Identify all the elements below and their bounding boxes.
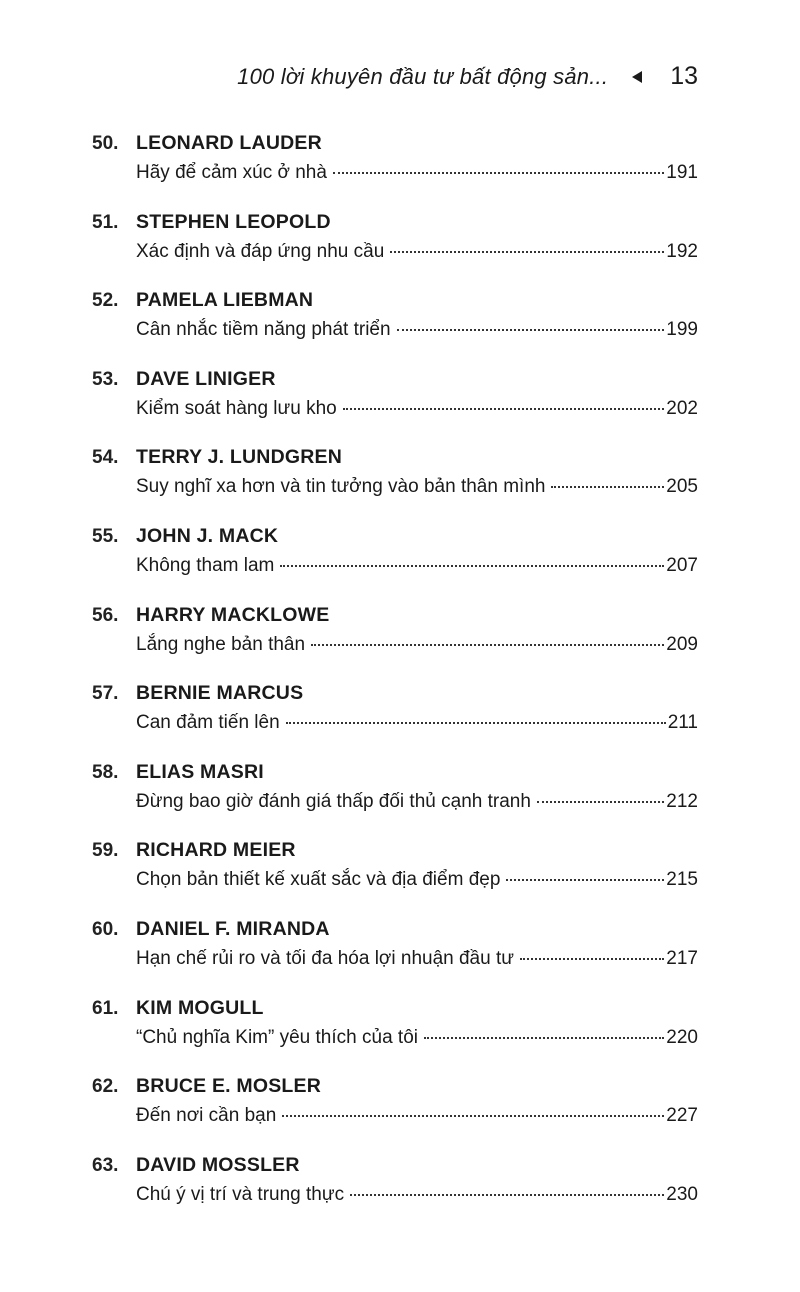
entry-author: PAMELA LIEBMAN — [136, 289, 314, 312]
toc-entry — [92, 682, 698, 761]
dot-leader — [520, 958, 664, 960]
toc-entry — [92, 604, 698, 683]
toc-entry — [92, 997, 698, 1076]
toc-entry — [92, 132, 698, 211]
entry-number: 63. — [92, 1154, 119, 1176]
entry-author: STEPHEN LEOPOLD — [136, 210, 331, 233]
toc-entry — [92, 289, 698, 368]
toc-entry — [92, 525, 698, 604]
entry-number: 58. — [92, 761, 119, 783]
entry-author: KIM MOGULL — [136, 996, 264, 1019]
toc-entry — [92, 761, 698, 840]
entry-title: Hãy để cảm xúc ở nhà — [136, 162, 327, 183]
entry-number: 62. — [92, 1076, 119, 1098]
dot-leader — [343, 408, 665, 410]
entry-title: Đến nơi cần bạn — [136, 1105, 277, 1127]
entry-page: 212 — [666, 790, 698, 812]
entry-author: BRUCE E. MOSLER — [136, 1075, 322, 1098]
entry-number: 53. — [92, 368, 119, 390]
entry-number: 52. — [92, 290, 119, 312]
entry-author: ELIAS MASRI — [136, 760, 264, 783]
book-title: 100 lời khuyên đầu tư bất động sản... — [237, 63, 609, 89]
entry-title: “Chủ nghĩa Kim” yêu thích của tôi — [136, 1026, 418, 1048]
entry-number: 55. — [92, 525, 119, 547]
entry-page: 220 — [666, 1026, 698, 1048]
entry-number: 51. — [92, 211, 119, 233]
entry-page: 207 — [666, 554, 698, 576]
dot-leader — [551, 486, 664, 488]
entry-title: Lắng nghe bản thân — [136, 633, 306, 655]
dot-leader — [311, 644, 664, 646]
entry-number: 50. — [92, 133, 119, 154]
entry-title: Chú ý vị trí và trung thực — [136, 1183, 345, 1205]
entry-author: RICHARD MEIER — [136, 839, 296, 862]
dot-leader — [282, 1115, 664, 1117]
entry-author: DAVID MOSSLER — [136, 1153, 300, 1176]
entry-number: 56. — [92, 604, 119, 626]
entry-page: 191 — [666, 162, 698, 183]
entry-page: 205 — [666, 476, 698, 498]
dot-leader — [390, 251, 664, 253]
dot-leader — [397, 329, 665, 331]
entry-page: 199 — [666, 319, 698, 341]
entry-title: Suy nghĩ xa hơn và tin tưởng vào bản thân mình — [136, 476, 546, 498]
left-triangle-icon — [632, 71, 642, 83]
running-header — [237, 62, 698, 91]
toc-entry — [92, 918, 698, 997]
entry-number: 60. — [92, 918, 119, 940]
entry-page: 227 — [666, 1105, 698, 1127]
toc-entry — [92, 1075, 698, 1154]
dot-leader — [537, 801, 664, 803]
dot-leader — [506, 879, 664, 881]
entry-page: 209 — [666, 633, 698, 655]
entry-number: 59. — [92, 840, 119, 862]
toc-entry — [92, 368, 698, 447]
entry-title: Can đảm tiến lên — [136, 712, 280, 734]
toc-entry — [92, 211, 698, 290]
entry-title: Đừng bao giờ đánh giá thấp đối thủ cạnh tranh — [136, 790, 531, 812]
entry-page: 211 — [667, 712, 698, 734]
toc-entry — [92, 446, 698, 525]
page-number: 13 — [670, 62, 698, 90]
entry-title: Không tham lam — [136, 554, 275, 576]
entry-author: BERNIE MARCUS — [136, 682, 304, 705]
entry-number: 54. — [92, 447, 119, 469]
dot-leader — [424, 1037, 664, 1039]
entry-page: 192 — [666, 240, 698, 262]
entry-page: 202 — [666, 397, 698, 419]
entry-author: LEONARD LAUDER — [136, 132, 322, 154]
entry-number: 61. — [92, 997, 119, 1019]
entry-title: Cân nhắc tiềm năng phát triển — [136, 319, 391, 341]
entry-title: Chọn bản thiết kế xuất sắc và địa điểm đẹp — [136, 869, 501, 891]
toc-entry — [92, 1154, 698, 1233]
dot-leader — [280, 565, 664, 567]
toc-entry — [92, 839, 698, 918]
entry-author: HARRY MACKLOWE — [136, 603, 330, 626]
table-of-contents — [92, 132, 698, 1232]
entry-page: 217 — [666, 947, 698, 969]
entry-page: 230 — [666, 1183, 698, 1205]
entry-author: JOHN J. MACK — [136, 524, 279, 547]
entry-author: DANIEL F. MIRANDA — [136, 917, 330, 940]
entry-author: TERRY J. LUNDGREN — [136, 446, 343, 469]
entry-title: Kiểm soát hàng lưu kho — [136, 397, 337, 419]
entry-number: 57. — [92, 683, 119, 705]
dot-leader — [350, 1194, 664, 1196]
entry-author: DAVE LINIGER — [136, 367, 276, 390]
entry-title: Xác định và đáp ứng nhu cầu — [136, 240, 385, 262]
entry-title: Hạn chế rủi ro và tối đa hóa lợi nhuận đầu tư — [136, 947, 514, 969]
dot-leader — [333, 172, 664, 174]
dot-leader — [286, 722, 666, 724]
entry-page: 215 — [666, 869, 698, 891]
